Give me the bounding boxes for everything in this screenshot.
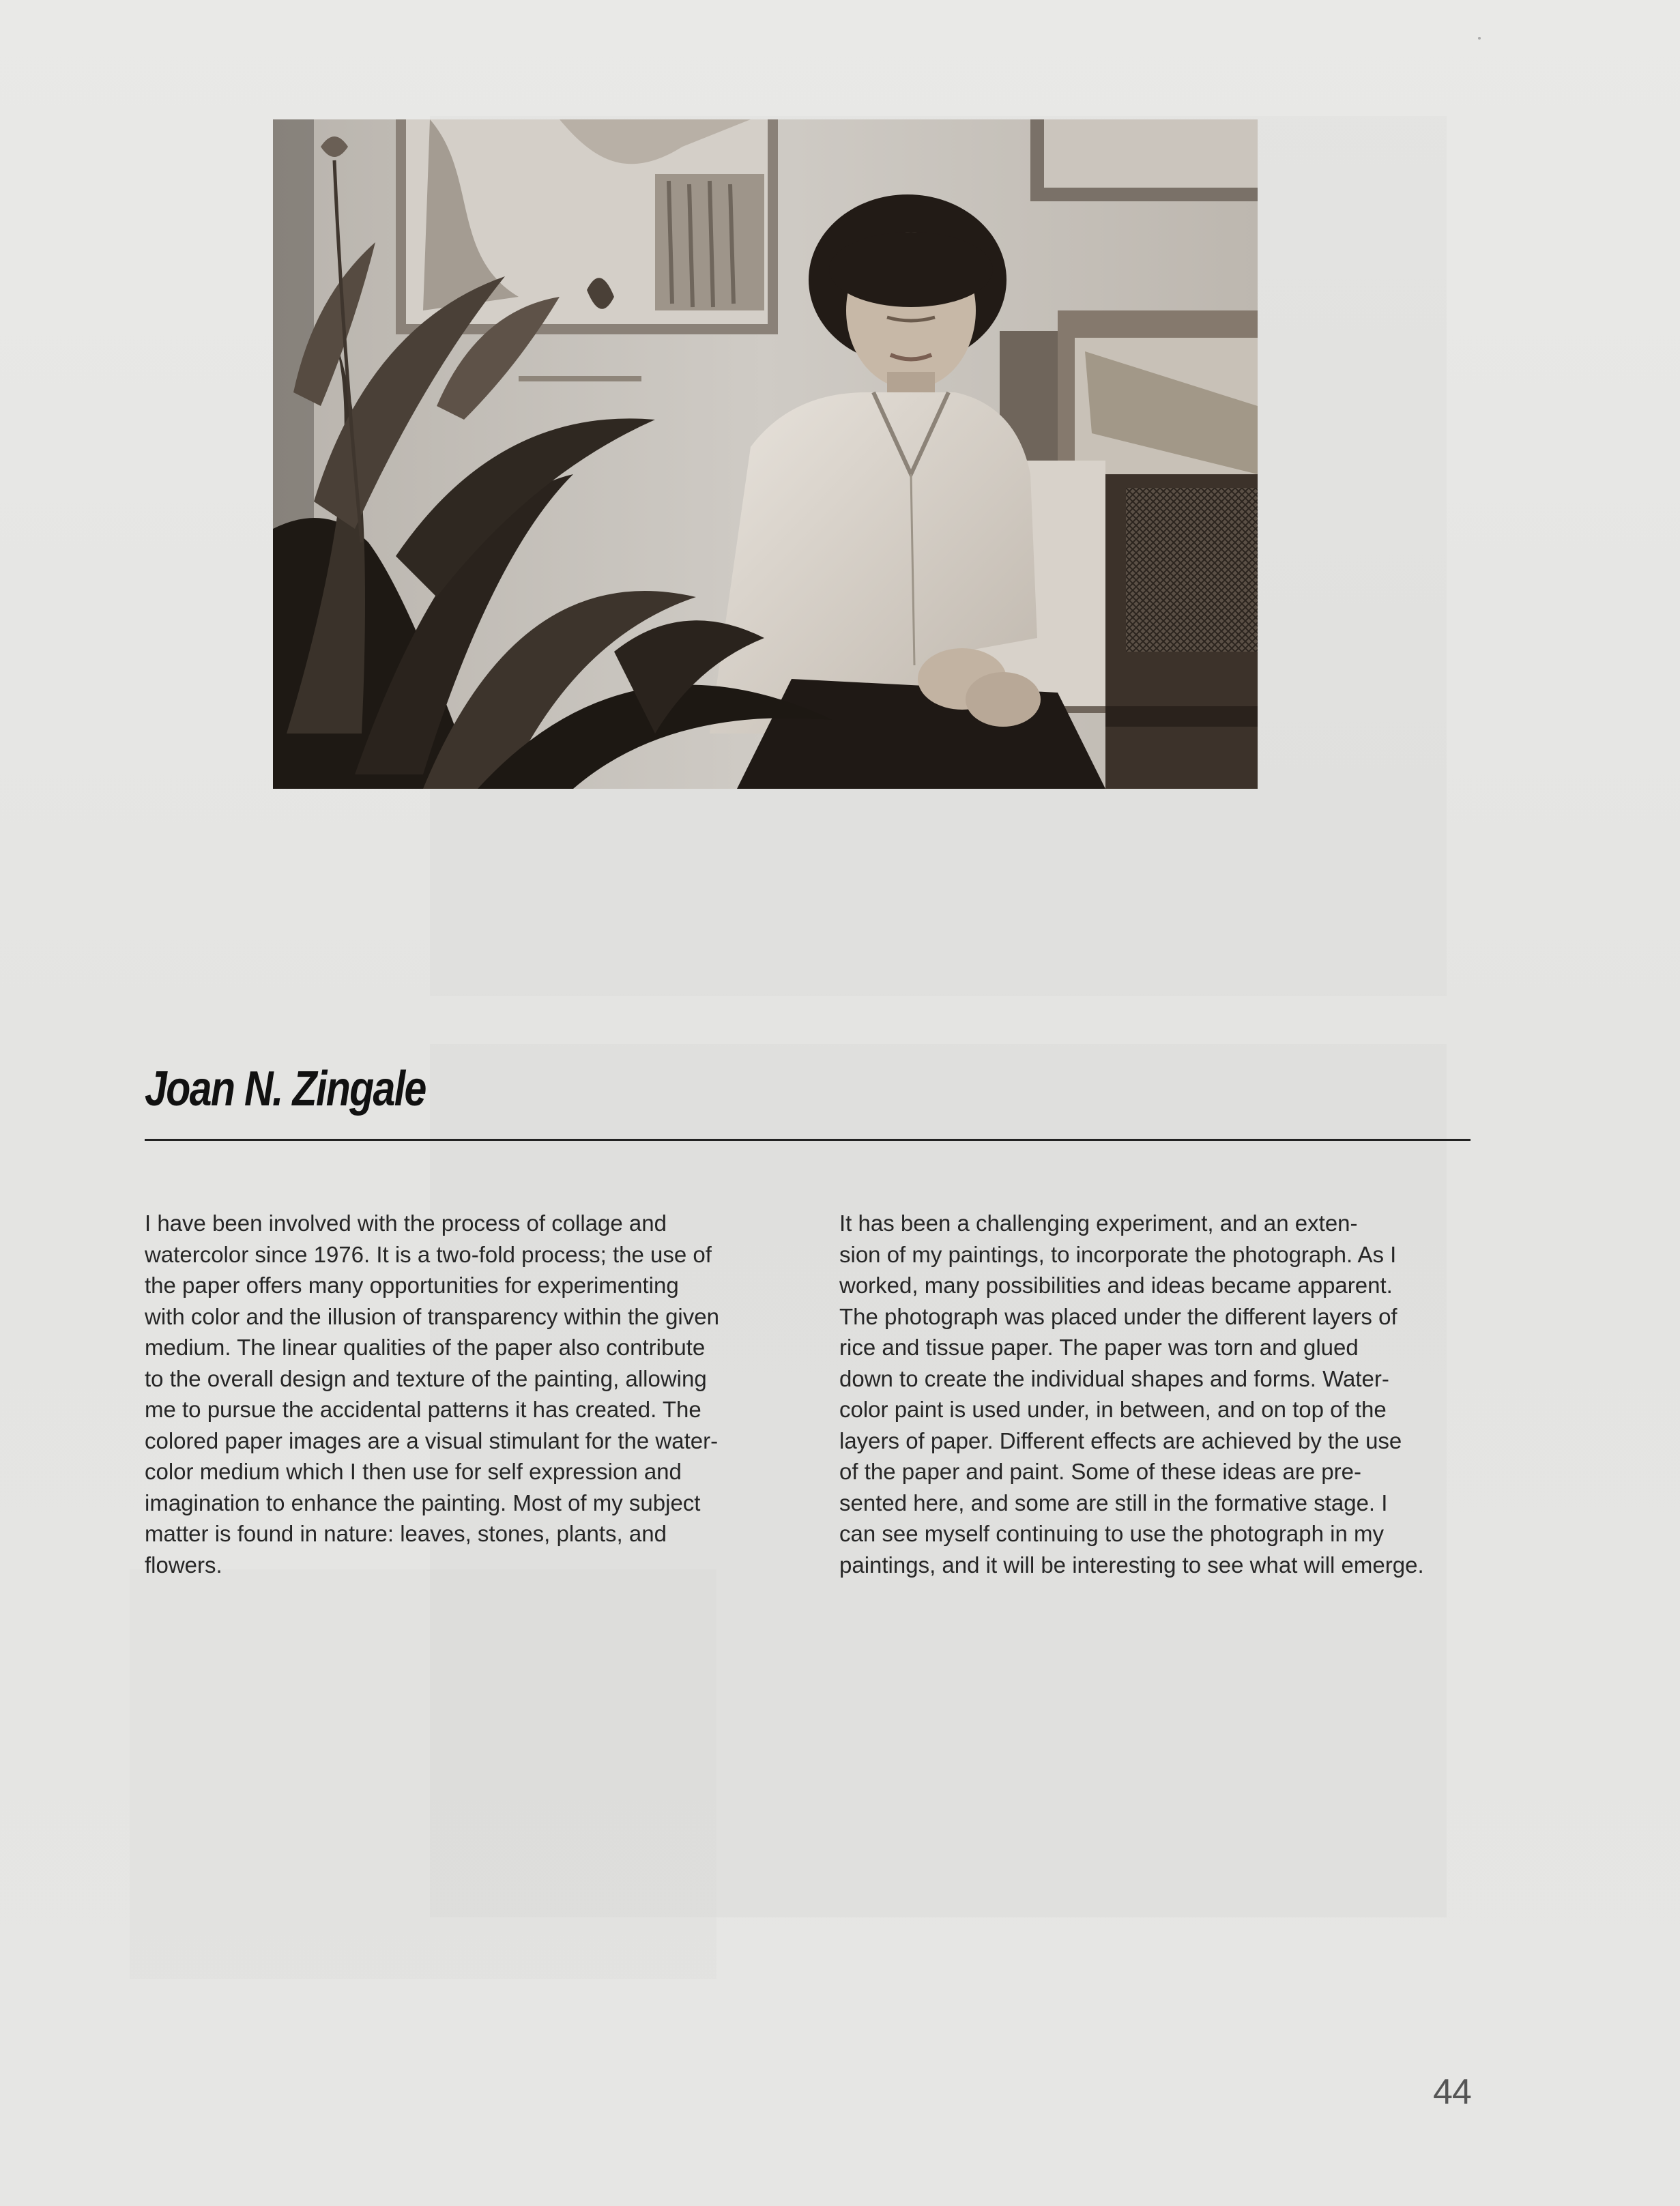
paper-speck [1478,37,1481,40]
heading-rule [145,1139,1471,1141]
page-number: 44 [1433,2072,1471,2112]
artist-portrait-photo [273,119,1258,789]
statement-column-right: It has been a challenging experiment, and an exten- sion of my paintings, to incorporate the photograph. As I worked, many possibilities and ideas became apparent. The photograph was placed under the different layers of rice and tissue paper. The paper was torn and glued down to create the individual shapes and forms. Water- color paint is used under, in between, and on top of the layers of paper. Different effects are achieved by the use of the paper and paint. Some of these ideas are pre- sented here, and some are still in the formative stage. I can see myself continuing to use the photograph in my paintings, and it will be interesting to see what will emerge. [839,1210,1424,1578]
statement-column-left: I have been involved with the process of collage and watercolor since 1976. It is a two-fold process; the use of the paper offers many opportunities for experimenting with color and the illusion of transparency within the given medium. The linear qualities of the paper also contribute to the overall design and texture of the painting, allowing me to pursue the accidental patterns it has created. The colored paper images are a visual stimulant for the water- color medium which I then use for self expression and imagination to enhance the painting. Most of my subject matter is found in nature: leaves, stones, plants, and flowers. [145,1210,719,1578]
artist-name-heading: Joan N. Zingale [145,1062,426,1116]
bleed-through-shadow [130,1569,716,1979]
